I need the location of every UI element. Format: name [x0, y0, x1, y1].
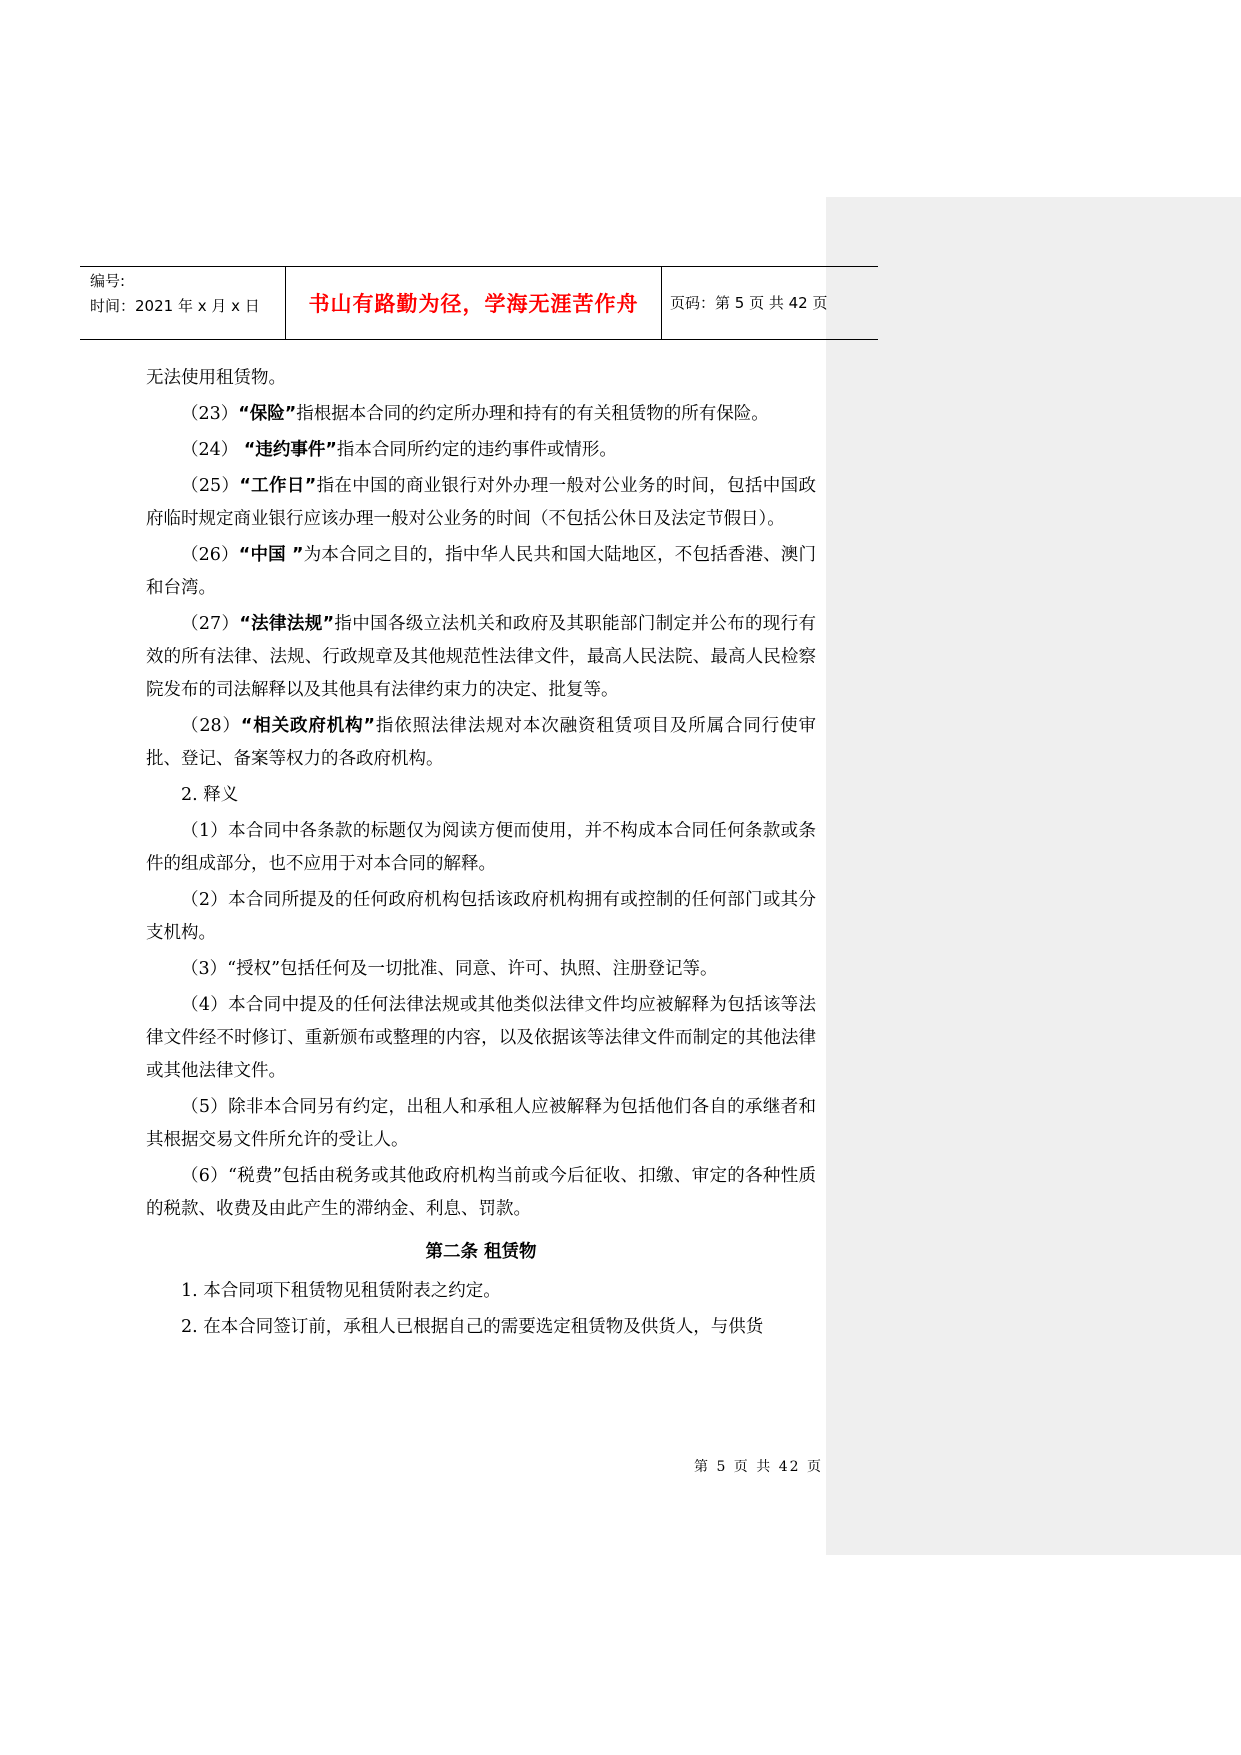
defined-term: “相关政府机构”	[240, 716, 376, 736]
document-date: 时间：2021 年 x 月 x 日	[90, 297, 260, 315]
section-heading: 第二条 租赁物	[425, 1242, 537, 1262]
paragraph: （5）除非本合同另有约定，出租人和承租人应被解释为包括他们各自的承继者和其根据交易文件所允许的受让人。	[146, 1097, 816, 1150]
defined-term: “保险”	[238, 404, 297, 424]
definition-paragraph: （23）“保险”指根据本合同的约定所办理和持有的有关租赁物的所有保险。	[181, 404, 769, 424]
header-page-info: 页码：第 5 页 共 42 页	[670, 293, 828, 312]
definition-paragraph: （28）“相关政府机构”指依照法律法规对本次融资租赁项目及所属合同行使审批、登记、备案等权力的各政府机构。	[146, 716, 816, 769]
page-footer: 第 5 页 共 42 页	[694, 1459, 823, 1475]
defined-term: “违约事件”	[243, 440, 337, 460]
header-page-cell	[662, 267, 878, 339]
paragraph: （6）“税费”包括由税务或其他政府机构当前或今后征收、扣缴、审定的各种性质的税款、收费及由此产生的滞纳金、利息、罚款。	[146, 1166, 816, 1219]
definition-paragraph: （24） “违约事件”指本合同所约定的违约事件或情形。	[181, 440, 617, 460]
definition-paragraph: （25）“工作日”指在中国的商业银行对外办理一般对公业务的时间，包括中国政府临时规定商业银行应该办理一般对公业务的时间（不包括公休日及法定节假日）。	[146, 476, 816, 529]
header-motto-cell	[285, 267, 662, 339]
document-number-label: 编号:	[90, 272, 126, 290]
header-left-cell	[80, 267, 285, 339]
paragraph: 2. 在本合同签订前，承租人已根据自己的需要选定租赁物及供货人，与供货	[181, 1317, 764, 1337]
comment-pane	[826, 197, 1241, 1555]
paragraph: 2. 释义	[181, 785, 239, 805]
defined-term: “法律法规”	[239, 614, 335, 634]
definition-paragraph: （27）“法律法规”指中国各级立法机关和政府及其职能部门制定并公布的现行有效的所有法律、法规、行政规章及其他规范性法律文件，最高人民法院、最高人民检察院发布的司法解释以及其他具有法律约束力的决定、批复等。	[146, 614, 816, 700]
document-body	[146, 362, 816, 1347]
paragraph: （4）本合同中提及的任何法律法规或其他类似法律文件均应被解释为包括该等法律文件经不时修订、重新颁布或整理的内容，以及依据该等法律文件而制定的其他法律或其他法律文件。	[146, 995, 816, 1081]
defined-term: “工作日”	[239, 476, 317, 496]
definition-paragraph: （26）“中国 ”为本合同之目的，指中华人民共和国大陆地区，不包括香港、澳门和台湾。	[146, 545, 816, 598]
paragraph: 1. 本合同项下租赁物见租赁附表之约定。	[181, 1281, 501, 1301]
paragraph: 无法使用租赁物。	[146, 368, 286, 388]
paragraph: （3）“授权”包括任何及一切批准、同意、许可、执照、注册登记等。	[181, 959, 718, 979]
paragraph: （2）本合同所提及的任何政府机构包括该政府机构拥有或控制的任何部门或其分支机构。	[146, 890, 816, 943]
paragraph: （1）本合同中各条款的标题仅为阅读方便而使用，并不构成本合同任何条款或条件的组成部分，也不应用于对本合同的解释。	[146, 821, 816, 874]
header-motto: 书山有路勤为径，学海无涯苦作舟	[308, 292, 639, 316]
page-header	[80, 266, 878, 340]
defined-term: “中国 ”	[238, 545, 304, 565]
